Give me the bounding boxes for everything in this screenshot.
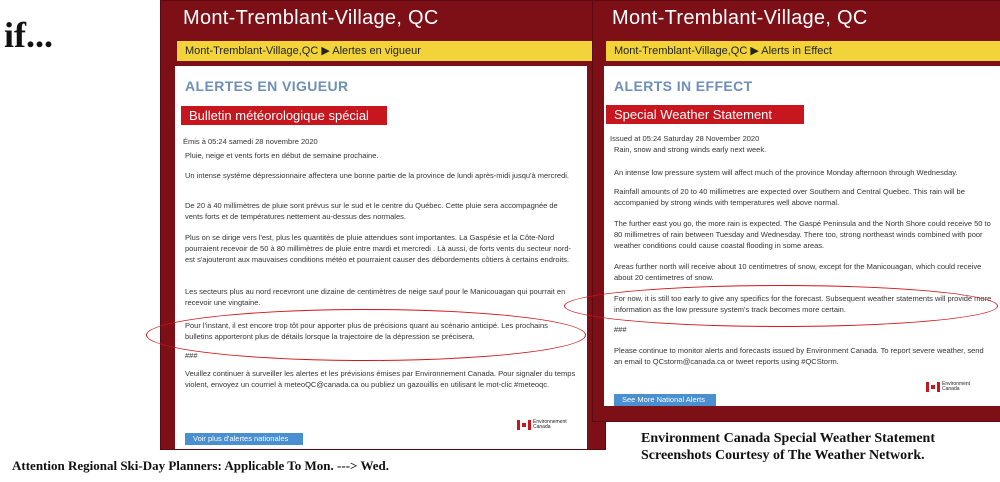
bulletin-paragraph: Rainfall amounts of 20 to 40 millimetres are expected over Southern and Central Quebec. This rain will be accompanied by strong winds with temperatures well above normal. [614, 187, 965, 207]
section-heading: ALERTS IN EFFECT [614, 78, 753, 94]
national-alerts-button[interactable]: Voir plus d'alertes nationales [185, 433, 303, 445]
bulletin-paragraph: Les secteurs plus au nord recevront une dizaine de centimètres de neige sauf pour le Manicouagan qui pourrait en recevoir une vingtaine. [185, 287, 566, 307]
bulletin-paragraph: ### [614, 325, 627, 334]
bulletin-paragraph: De 20 à 40 millimètres de pluie sont prévus sur le sud et le centre du Québec. Cette pluie sera accompagnée de vents forts et de températures nettement au-dessus des normales. [185, 201, 558, 221]
panel-french [160, 0, 606, 450]
bulletin-paragraph: Veuillez continuer à surveiller les alertes et les prévisions émises par Environnement Canada. Pour signaler du temps violent, envoyez un courriel à meteoQC@canada.ca ou publiez un gazouillis en utilisant le mot-clic #meteoqc. [185, 369, 576, 389]
bulletin-paragraph: For now, it is still too early to give any specifics for the forecast. Subsequent weather statements will provide more information as the low pressure system's track becomes more certain. [614, 294, 992, 314]
bulletin-paragraph: Plus on se dirige vers l'est, plus les quantités de pluie attendues sont importantes. La Gaspésie et la Côte-Nord pourraient recevoir de 50 à 80 millimètres de pluie entre mardi et mercredi . Là aussi, de forts vents du secteur nord-est s'ajouteront aux mauvaises conditions météo et pourraient causer des débordements côtiers à certains endroits. [185, 233, 572, 264]
bulletin-paragraph: Areas further north will receive about 10 centimetres of snow, except for the Manicouagan, which could receive about 20 centimetres of snow. [614, 262, 982, 282]
bulletin-paragraph: Un intense système dépressionnaire affectera une bonne partie de la province de lundi après-midi jusqu'à mercredi. [185, 171, 570, 180]
canada-flag-icon [926, 382, 940, 392]
page-title: Mont-Tremblant-Village, QC [183, 7, 439, 29]
caption-right: Environment Canada Special Weather Statement Screenshots Courtesy of The Weather Network. [641, 431, 936, 463]
panel-english [592, 0, 1000, 422]
bulletin-banner: Bulletin météorologique spécial [181, 106, 387, 125]
issued-time: Issued at 05:24 Saturday 28 November 2020 [610, 134, 760, 143]
page-title: Mont-Tremblant-Village, QC [612, 7, 868, 29]
canada-flag-icon [517, 420, 531, 430]
bulletin-banner: Special Weather Statement [606, 105, 804, 124]
issued-time: Émis à 05:24 samedi 28 novembre 2020 [183, 137, 318, 146]
intro-text: if... [4, 15, 53, 55]
bulletin-paragraph: Pluie, neige et vents forts en début de semaine prochaine. [185, 151, 379, 160]
environment-canada-logo: Environment Canada [926, 382, 966, 396]
bulletin-paragraph: Pour l'instant, il est encore trop tôt pour apporter plus de précisions quant au scénario anticipé. Les prochains bulletins apporteront plus de détails lorsque la trajectoire de la dépression se précisera. [185, 321, 548, 341]
content-area [175, 66, 587, 449]
bulletin-paragraph: Rain, snow and strong winds early next week. [614, 145, 767, 154]
breadcrumb[interactable]: Mont-Tremblant-Village,QC ▶ Alerts in Effect [606, 41, 1000, 61]
highlight-oval-english [564, 285, 998, 327]
bulletin-paragraph: The further east you go, the more rain is expected. The Gaspé Peninsula and the North Shore could receive 50 to 80 millimetres of rain between Tuesday and Wednesday. There too, strong northeast winds combined with poor weather conditions could cause coastal flooding in some areas. [614, 219, 991, 250]
caption-left: Attention Regional Ski-Day Planners: Applicable To Mon. ---> Wed. [12, 458, 389, 473]
bulletin-paragraph: Please continue to monitor alerts and forecasts issued by Environment Canada. To report severe weather, send an email to QCstorm@canada.ca or tweet reports using #QCStorm. [614, 346, 984, 366]
bulletin-paragraph: ### [185, 351, 198, 360]
national-alerts-button[interactable]: See More National Alerts [614, 394, 716, 406]
environment-canada-logo: Environnement Canada [517, 420, 557, 434]
highlight-oval-french [146, 309, 586, 361]
bulletin-paragraph: An intense low pressure system will affect much of the province Monday afternoon through Wednesday. [614, 168, 958, 177]
section-heading: ALERTES EN VIGUEUR [185, 78, 349, 94]
breadcrumb[interactable]: Mont-Tremblant-Village,QC ▶ Alertes en vigueur [177, 41, 593, 61]
content-area [604, 66, 1000, 406]
